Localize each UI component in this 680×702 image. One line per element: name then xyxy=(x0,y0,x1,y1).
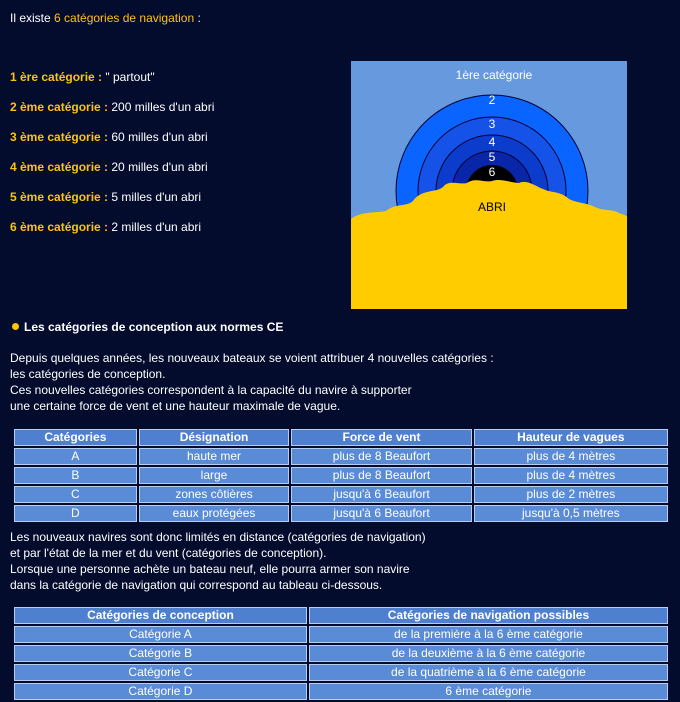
table-cell: A xyxy=(14,448,137,465)
nav-category-text: 5 milles d'un abri xyxy=(108,190,202,204)
table-cell: plus de 8 Beaufort xyxy=(291,448,471,465)
paragraph-line: Depuis quelques années, les nouveaux bateaux se voient attribuer 4 nouvelles catégories : xyxy=(10,351,494,365)
table-cell: D xyxy=(14,505,137,522)
table-row xyxy=(14,645,668,662)
table-cell: large xyxy=(139,467,290,484)
nav-category-5 xyxy=(10,190,201,204)
ring-label-4: 4 xyxy=(488,135,496,149)
paragraph-line: les catégories de conception. xyxy=(10,367,166,381)
nav-category-6 xyxy=(10,220,201,234)
paragraph-line: Ces nouvelles catégories correspondent à la capacité du navire à supporter xyxy=(10,383,412,397)
table-row xyxy=(14,626,668,643)
paragraph-line: Lorsque une personne achète un bateau neuf, elle pourra armer son navire xyxy=(10,562,410,576)
nav-category-text: 200 milles d'un abri xyxy=(108,100,215,114)
paragraph-line: une certaine force de vent et une hauteur maximale de vague. xyxy=(10,399,341,413)
section-title-text: Les catégories de conception aux normes CE xyxy=(24,320,284,334)
nav-category-text: 20 milles d'un abri xyxy=(108,160,208,174)
table-row xyxy=(14,467,668,484)
nav-category-1 xyxy=(10,70,155,84)
nav-category-label: 4 ème catégorie : xyxy=(10,160,109,174)
table-row xyxy=(14,486,668,503)
table-cell: Catégorie D xyxy=(14,683,307,700)
nav-category-label: 2 ème catégorie : xyxy=(10,100,109,114)
nav-category-text: 60 milles d'un abri xyxy=(108,130,208,144)
table-cell: B xyxy=(14,467,137,484)
paragraph-line: et par l'état de la mer et du vent (catégories de conception). xyxy=(10,546,327,560)
table-cell: Catégorie C xyxy=(14,664,307,681)
table-header-row xyxy=(14,429,668,446)
ring-label-5: 5 xyxy=(488,150,496,164)
nav-category-label: 5 ème catégorie : xyxy=(10,190,109,204)
intro-suffix: : xyxy=(194,11,201,25)
table-header: Désignation xyxy=(139,429,290,446)
table-header-row xyxy=(14,607,668,624)
bullet-icon xyxy=(12,323,19,330)
table-cell: Catégorie B xyxy=(14,645,307,662)
navigation-zones-diagram xyxy=(351,61,627,309)
table-cell: C xyxy=(14,486,137,503)
ring-label-6: 6 xyxy=(488,165,496,179)
nav-category-label: 3 ème catégorie : xyxy=(10,130,109,144)
diagram-title: 1ère catégorie xyxy=(455,68,533,82)
nav-category-3 xyxy=(10,130,208,144)
table-row xyxy=(14,505,668,522)
table-cell: jusqu'à 6 Beaufort xyxy=(291,505,471,522)
table-header: Force de vent xyxy=(291,429,471,446)
table-cell: jusqu'à 0,5 mètres xyxy=(474,505,668,522)
table-cell: 6 ème catégorie xyxy=(309,683,668,700)
nav-category-label: 1 ère catégorie : xyxy=(10,70,103,84)
table-cell: eaux protégées xyxy=(139,505,290,522)
table-cell: plus de 4 mètres xyxy=(474,467,668,484)
table-header: Hauteur de vagues xyxy=(474,429,668,446)
paragraph-line: dans la catégorie de navigation qui correspond au tableau ci-dessous. xyxy=(10,578,383,592)
paragraph-conception xyxy=(10,350,494,414)
table-cell: plus de 4 mètres xyxy=(474,448,668,465)
intro-line xyxy=(10,11,201,25)
ring-label-3: 3 xyxy=(488,117,496,131)
paragraph-navigation xyxy=(10,529,426,593)
table-header: Catégories xyxy=(14,429,137,446)
table-cell: de la deuxième à la 6 ème catégorie xyxy=(309,645,668,662)
table-cell: de la première à la 6 ème catégorie xyxy=(309,626,668,643)
table-header: Catégories de navigation possibles xyxy=(309,607,668,624)
table-header: Catégories de conception xyxy=(14,607,307,624)
nav-category-text: 2 milles d'un abri xyxy=(108,220,202,234)
conception-navigation-table xyxy=(12,605,670,702)
nav-category-2 xyxy=(10,100,214,114)
table-cell: Catégorie A xyxy=(14,626,307,643)
intro-highlight: 6 catégories de navigation xyxy=(54,11,195,25)
table-row xyxy=(14,448,668,465)
table-cell: plus de 2 mètres xyxy=(474,486,668,503)
nav-category-text: " partout" xyxy=(102,70,155,84)
abri-label: ABRI xyxy=(477,200,507,214)
conception-categories-table xyxy=(12,427,670,524)
table-cell: jusqu'à 6 Beaufort xyxy=(291,486,471,503)
intro-prefix: Il existe xyxy=(10,11,55,25)
paragraph-line: Les nouveaux navires sont donc limités en distance (catégories de navigation) xyxy=(10,530,426,544)
table-row xyxy=(14,683,668,700)
nav-category-4 xyxy=(10,160,208,174)
ring-label-2: 2 xyxy=(488,93,496,107)
table-cell: haute mer xyxy=(139,448,290,465)
table-cell: zones côtières xyxy=(139,486,290,503)
table-row xyxy=(14,664,668,681)
table-cell: de la quatrième à la 6 ème catégorie xyxy=(309,664,668,681)
section-title xyxy=(12,320,283,334)
nav-category-label: 6 ème catégorie : xyxy=(10,220,109,234)
table-cell: plus de 8 Beaufort xyxy=(291,467,471,484)
